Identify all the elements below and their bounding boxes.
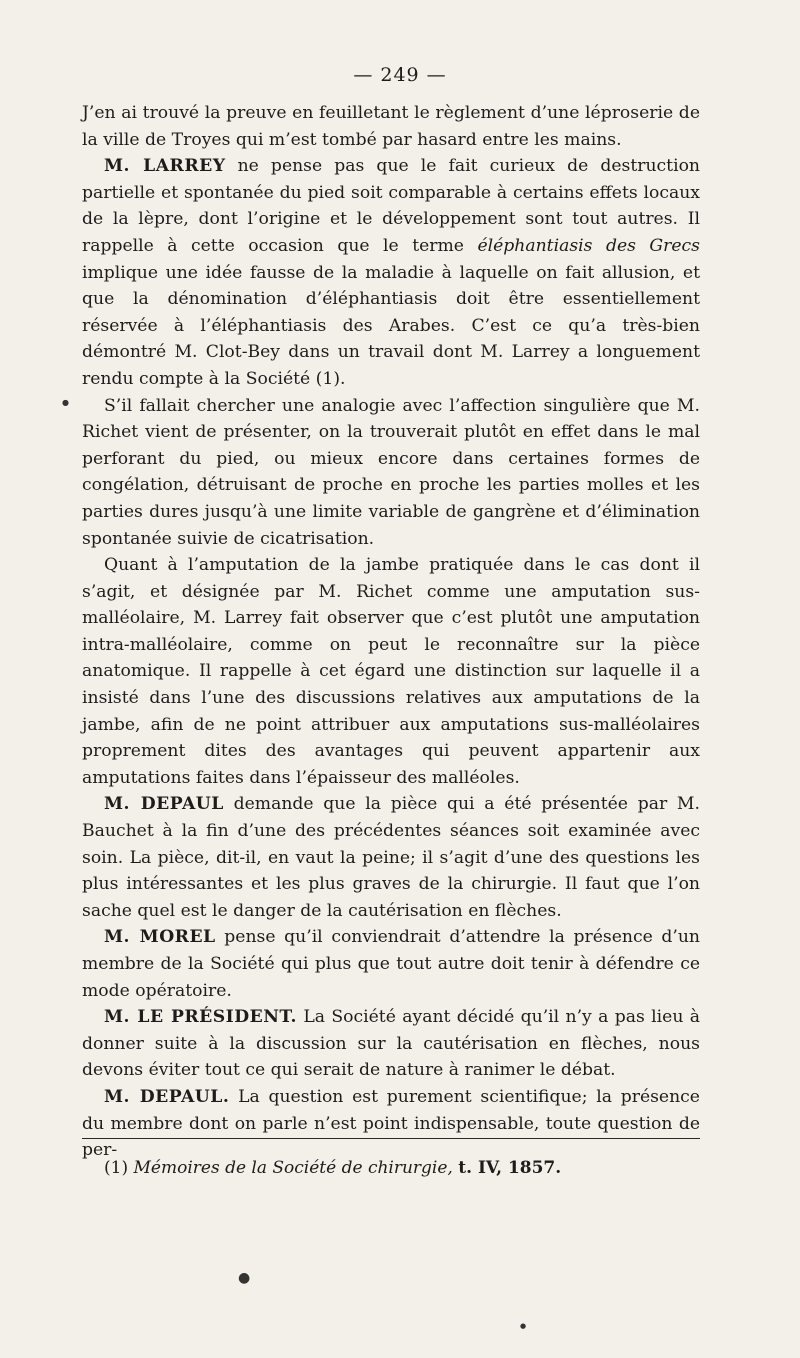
body-text — [82, 100, 700, 1164]
footnote-citation: t. IV, 1857. — [458, 1158, 562, 1178]
paragraph-8 — [82, 1084, 700, 1164]
paragraph-text: demande que la pièce qui a été présentée par M. Bauchet à la fin d’une des précédentes séances soit examinée avec soin. La pièce, dit-il, en vaut la peine; il s’agit d’une des questions les plus intéressantes et les plus graves de la chirurgie. Il faut que l’on sache quel est le danger de la cautérisation en flèches. — [82, 794, 700, 921]
speaker-name: M. DEPAUL. — [104, 1086, 230, 1107]
ink-speck: ● — [238, 1270, 251, 1286]
speaker-name: M. MOREL — [104, 927, 216, 948]
paragraph-2 — [82, 153, 700, 392]
footnote-rule — [82, 1138, 700, 1139]
paragraph-text: La Société ayant décidé qu’il n’y a pas lieu à donner suite à la discussion sur la cautérisation en flèches, nous devons éviter tout ce qui serait de nature à ranimer le débat. — [82, 1007, 700, 1081]
paragraph-text: ne pense pas que le fait curieux de destruction partielle et spontanée du pied soit comparable à certains effets locaux de la lèpre, dont l’origine et le développement sont tout autres. Il rappelle à cette occasion que le terme — [82, 156, 701, 256]
paragraph-1 — [82, 100, 700, 153]
paragraph-text: Quant à l’amputation de la jambe pratiquée dans le cas dont il s’agit, et désignée par M. Richet comme une amputation sus-malléolaire, M. Larrey fait observer que c’est plutôt une amputation intra-malléolaire, comme on peut le reconnaître sur la pièce anatomique. Il rappelle à cet égard une distinction sur laquelle il a insisté dans l’une des discussions relatives aux amputations de la jambe, afin de ne point attribuer aux amputations sus-malléolaires proprement dites des avantages qui peuvent appartenir aux amputations faites dans l’épaisseur des malléoles. — [82, 555, 700, 788]
paragraph-text: pense qu’il conviendrait d’attendre la présence d’un membre de la Société qui plus que tout autre doit tenir à défendre ce mode opératoire. — [82, 927, 700, 1001]
paragraph-text: S’il fallait chercher une analogie avec l’affection singulière que M. Richet vient de présenter, on la trouverait plutôt en effet dans le mal perforant du pied, ou mieux encore dans certaines formes de congélation, détruisant de proche en proche les parties molles et les parties dures jusqu’à une limite variable de gangrène et d’élimination spontanée suivie de cicatrisation. — [82, 395, 700, 549]
page-number: — 249 — — [353, 64, 447, 86]
speaker-name: M. DEPAUL — [104, 794, 224, 815]
paragraph-6 — [82, 924, 700, 1004]
paragraph-3 — [82, 393, 700, 553]
footnote-title: Mémoires de la Société de chirurgie, — [133, 1158, 453, 1178]
ink-speck: ● — [520, 1322, 527, 1330]
footnote-marker: (1) — [104, 1158, 129, 1178]
ink-speck: ● — [62, 398, 69, 407]
speaker-name: M. LE PRÉSIDENT. — [104, 1007, 297, 1028]
paragraph-text: J’en ai trouvé la preuve en feuilletant le règlement d’une léproserie de la ville de Troyes qui m’est tombé par hasard entre les mains. — [82, 103, 700, 150]
italic-term: éléphantiasis des Grecs — [477, 235, 700, 256]
paragraph-text: La question est purement scientifique; la présence du membre dont on parle n’est point indispensable, toute question de per- — [82, 1086, 700, 1161]
paragraph-5 — [82, 791, 700, 924]
paragraph-text: implique une idée fausse de la maladie à laquelle on fait allusion, et que la dénomination d’éléphantiasis doit être essentiellement réservée à l’éléphantiasis des Arabes. C’est ce qu’a très-bien démontré M. Clot-Bey dans un travail dont M. Larrey a longuement rendu compte à la Société (1). — [82, 262, 700, 389]
paragraph-4 — [82, 552, 700, 791]
footnote — [104, 1156, 700, 1180]
speaker-name: M. LARREY — [104, 156, 226, 177]
paragraph-7 — [82, 1004, 700, 1084]
